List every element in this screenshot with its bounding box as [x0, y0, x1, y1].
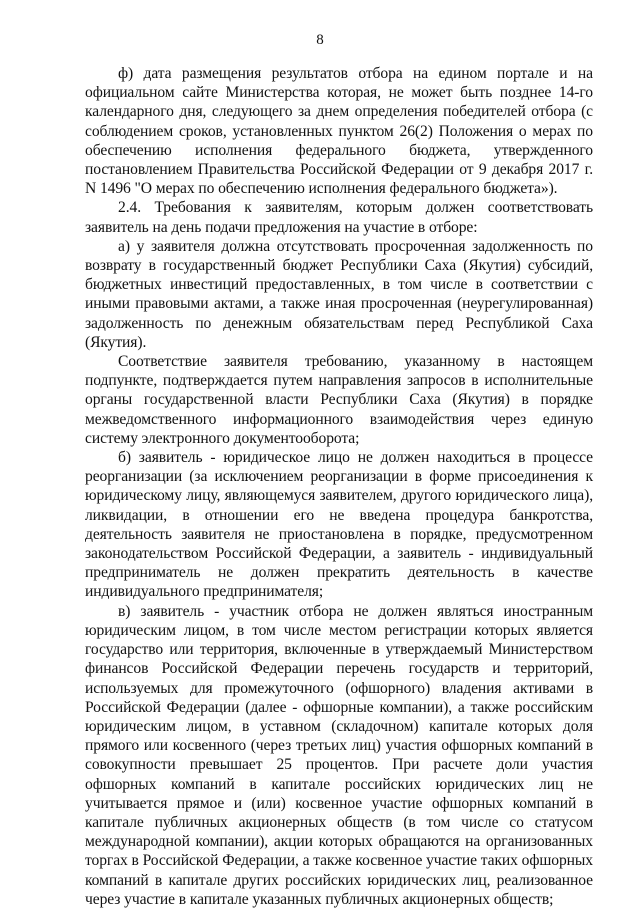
paragraph-item-v: в) заявитель - участник отбора не должен являться иностранным юридическим лицом, в том числе местом регистрации которых является государство или территория, включенные в утверждаемый Министерством финансов Российской Федерации перечень государств и территорий, используемых для промежуточного (офшорного) владения активами в Российской Федерации (далее - офшорные компании), а также российским юридическим лицом, в уставном (складочном) капитале которых доля прямого или косвенного (через третьих лиц) участия офшорных компаний в совокупности превышает 25 процентов. При расчете доли участия офшорных компаний в капитале российских юридических лиц не учитывается прямое и (или) косвенное участие офшорных компаний в капитале публичных акционерных обществ (в том числе со статусом международной компании), акции которых обращаются на организованных торгах в Российской Федерации, а также косвенное участие таких офшорных компаний в капитале других российских юридических лиц, реализованное через участие в капитале указанных публичных акционерных обществ;	[85, 602, 593, 908]
paragraph-compliance: Соответствие заявителя требованию, указанному в настоящем подпункте, подтверждается путем направления запросов в исполнительные органы государственной власти Республики Саха (Якутия) в порядке межведомственного информационного взаимодействия через единую систему электронного документооборота;	[85, 353, 593, 447]
page-number: 8	[316, 32, 324, 48]
document-body	[85, 64, 593, 909]
paragraph-item-f: ф) дата размещения результатов отбора на едином портале и на официальном сайте Министерства которая, не может быть позднее 14-го календарного дня, следующего за днем определения победителей отбора (с соблюдением сроков, установленных пунктом 26(2) Положения о мерах по обеспечению исполнения федерального бюджета, утвержденного постановлением Правительства Российской Федерации от 9 декабря 2017 г. N 1496 "О мерах по обеспечению исполнения федерального бюджета»).	[85, 65, 593, 198]
paragraph-item-a: а) у заявителя должна отсутствовать просроченная задолженность по возврату в государственный бюджет Республики Саха (Якутия) субсидий, бюджетных инвестиций предоставленных, в том числе в соответствии с иными правовыми актами, а также иная просроченная (неурегулированная) задолженность по денежным обязательствам перед Республикой Саха (Якутия).	[85, 237, 593, 351]
paragraph-item-b: б) заявитель - юридическое лицо не должен находиться в процессе реорганизации (за исключением реорганизации в форме присоединения к юридическому лицу, являющемуся заявителем, другого юридического лица), ликвидации, в отношении его не введена процедура банкротства, деятельность заявителя не приостановлена в порядке, предусмотренном законодательством Российской Федерации, а заявитель - индивидуальный предприниматель не должен прекратить деятельность в качестве индивидуального предпринимателя;	[85, 449, 593, 601]
paragraph-requirements-heading: 2.4. Требования к заявителям, которым должен соответствовать заявитель на день подачи предложения на участие в отборе:	[85, 199, 593, 236]
